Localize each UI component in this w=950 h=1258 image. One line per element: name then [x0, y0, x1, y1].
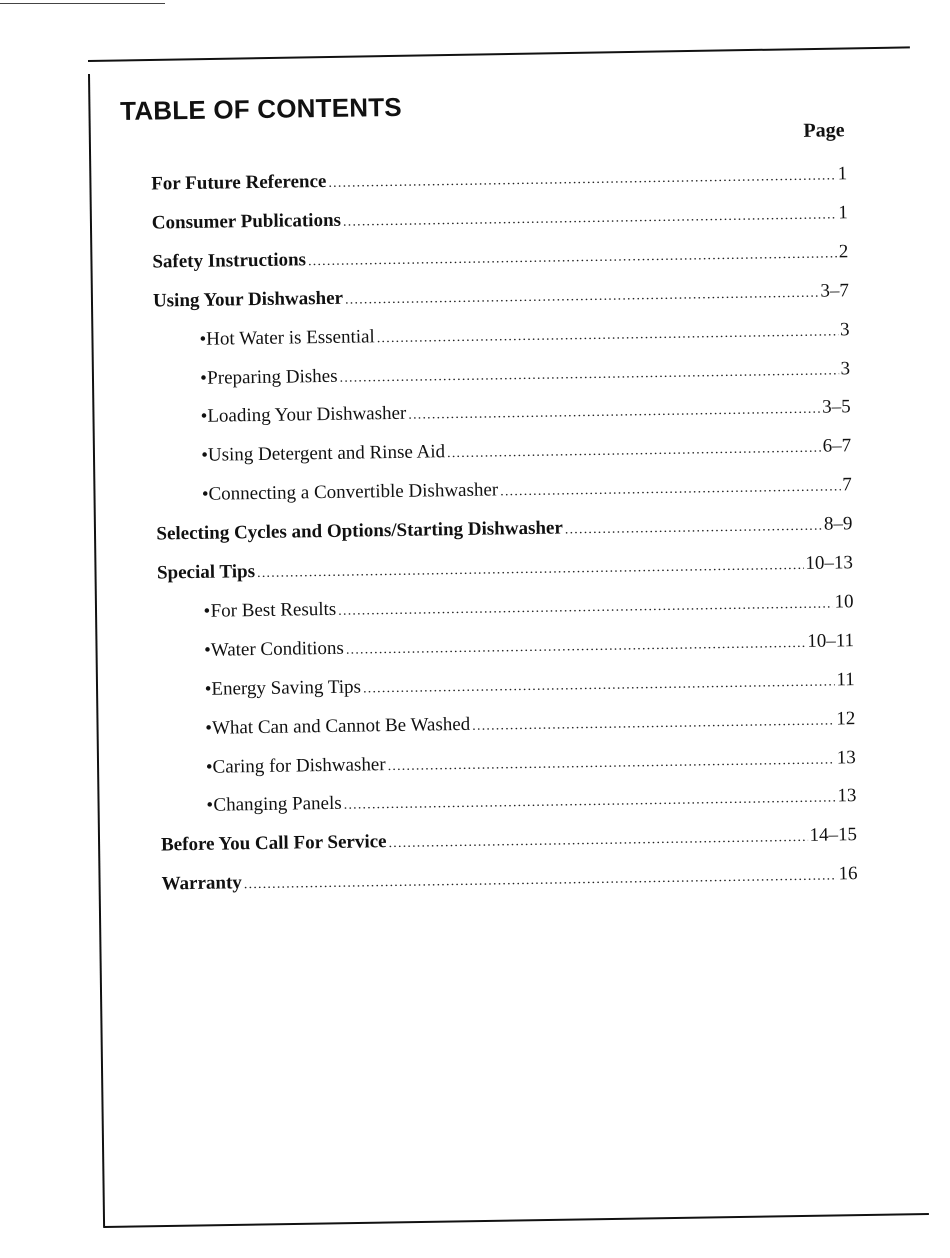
- dot-leader: [388, 830, 807, 852]
- toc-entry[interactable]: [200, 358, 850, 394]
- dot-leader: [339, 363, 838, 386]
- toc-entry-page: 6–7: [822, 435, 852, 457]
- toc-entry-page: 13: [836, 746, 856, 768]
- toc-entry[interactable]: [161, 824, 857, 860]
- toc-entry-label: Selecting Cycles and Options/Starting Dishwasher: [156, 517, 563, 545]
- bullet-icon: •: [201, 483, 209, 506]
- dot-leader: [338, 596, 833, 619]
- toc-entry-label: Loading Your Dishwasher: [207, 403, 407, 428]
- bullet-icon: •: [204, 639, 211, 661]
- bullet-icon: •: [204, 678, 212, 700]
- toc-entry-page: 16: [838, 863, 858, 885]
- toc-entry[interactable]: [151, 163, 847, 199]
- toc-entry-label: Changing Panels: [213, 793, 342, 817]
- toc-entry[interactable]: [206, 747, 856, 783]
- toc-entry-label: Hot Water is Essential: [206, 325, 375, 350]
- toc-entry-page: 3–7: [820, 279, 850, 302]
- dot-leader: [472, 713, 834, 734]
- bullet-icon: •: [199, 328, 207, 350]
- toc-entry-page: 10–11: [807, 629, 855, 652]
- toc-entry-label: Caring for Dishwasher: [212, 753, 386, 778]
- page-title: TABLE OF CONTENTS: [119, 91, 403, 126]
- toc-entry-page: 3: [839, 318, 850, 340]
- dot-leader: [447, 441, 821, 463]
- toc-entry[interactable]: [206, 786, 856, 822]
- bullet-icon: •: [205, 756, 213, 778]
- dot-leader: [388, 752, 835, 775]
- toc-entry[interactable]: [203, 591, 853, 627]
- bullet-icon: •: [206, 795, 214, 817]
- bullet-icon: •: [199, 367, 207, 389]
- toc-entry-page: 14–15: [809, 824, 858, 847]
- toc-entry-page: 12: [836, 707, 856, 730]
- dot-leader: [500, 480, 840, 501]
- toc-entry[interactable]: [201, 397, 851, 433]
- toc-entry[interactable]: [152, 241, 848, 277]
- dot-leader: [308, 246, 837, 270]
- toc-entry-label: Before You Call For Service: [160, 831, 387, 856]
- dot-leader: [565, 519, 822, 539]
- bullet-icon: •: [205, 717, 213, 739]
- toc-entry-label: Consumer Publications: [151, 209, 342, 234]
- page-column-header: Page: [803, 119, 845, 142]
- toc-entry-label: Using Detergent and Rinse Aid: [207, 441, 446, 467]
- toc-entry[interactable]: [204, 630, 854, 666]
- toc-entry-page: 10–13: [805, 552, 854, 574]
- toc-entry-label: Safety Instructions: [152, 249, 307, 273]
- toc-entry-page: 3–5: [821, 396, 851, 419]
- toc-entry-page: 8–9: [823, 513, 853, 535]
- dot-leader: [244, 869, 837, 894]
- toc-entry-label: Water Conditions: [210, 637, 345, 661]
- toc-entry-label: What Can and Cannot Be Washed: [211, 713, 471, 739]
- toc-entry-label: For Best Results: [210, 598, 337, 622]
- toc-entry-page: 13: [837, 785, 857, 807]
- toc-entry-page: 1: [837, 163, 848, 185]
- toc-entry-label: Warranty: [161, 872, 243, 895]
- toc-entry-page: 11: [836, 668, 855, 691]
- toc-entry-label: Connecting a Convertible Dishwasher: [208, 479, 499, 505]
- toc-entry[interactable]: [161, 863, 857, 899]
- toc-entry[interactable]: [153, 280, 849, 316]
- dot-leader: [344, 791, 836, 814]
- bullet-icon: •: [200, 406, 208, 428]
- dot-leader: [343, 207, 837, 230]
- toc-entry[interactable]: [202, 474, 852, 510]
- bullet-icon: •: [203, 600, 211, 622]
- toc-entry[interactable]: [152, 202, 848, 238]
- toc-entry-label: Preparing Dishes: [207, 365, 338, 389]
- toc-entry[interactable]: [199, 319, 849, 355]
- toc-entry-label: Using Your Dishwasher: [152, 287, 344, 312]
- toc-entry-page: 10: [834, 591, 854, 613]
- dot-leader: [408, 402, 820, 424]
- toc-entry[interactable]: [205, 669, 855, 705]
- toc-entry-page: 2: [838, 241, 849, 263]
- dot-leader: [328, 168, 836, 192]
- toc-entry-page: 3: [840, 357, 851, 379]
- dot-leader: [345, 285, 819, 308]
- toc-entry[interactable]: [156, 513, 852, 549]
- toc-entry[interactable]: [157, 552, 853, 588]
- toc-entry-label: Energy Saving Tips: [211, 676, 362, 700]
- toc-entry-page: 1: [838, 202, 848, 224]
- bullet-icon: •: [201, 445, 209, 467]
- toc-entry[interactable]: [201, 435, 851, 471]
- toc-entry-label: For Future Reference: [151, 170, 327, 195]
- toc-entry-label: Special Tips: [156, 561, 256, 584]
- toc-entry[interactable]: [205, 708, 855, 744]
- dot-leader: [377, 324, 838, 347]
- toc-entry-page: 7: [842, 474, 852, 496]
- dot-leader: [363, 674, 835, 697]
- dot-leader: [346, 636, 806, 659]
- dot-leader: [257, 558, 804, 582]
